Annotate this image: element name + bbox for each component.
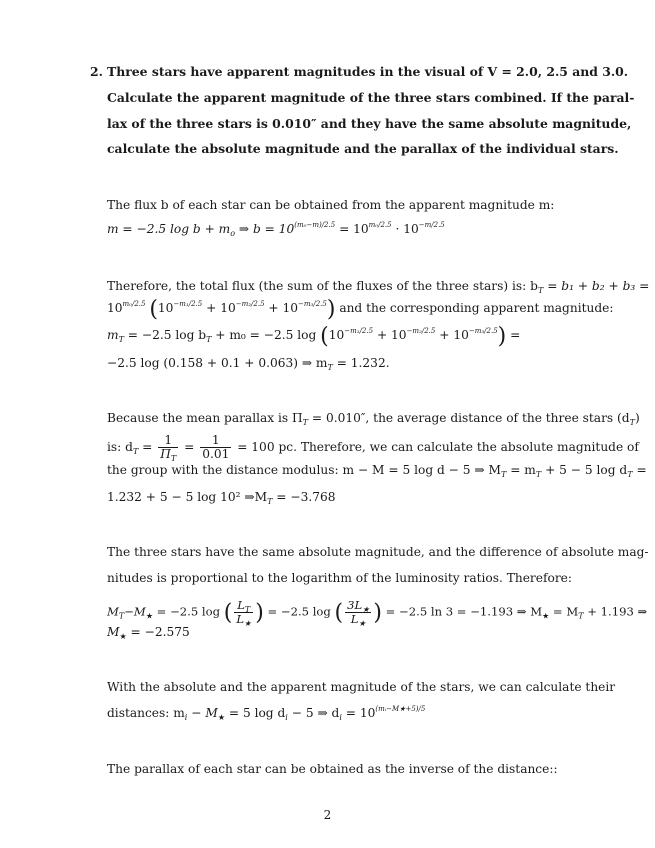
sub: T bbox=[302, 418, 309, 427]
frac-den bbox=[158, 448, 178, 461]
sub: ★ bbox=[358, 619, 366, 628]
text: + 1.193 ⇒ bbox=[587, 604, 648, 619]
text: distances: m bbox=[107, 706, 185, 720]
para5-line-1: With the absolute and the apparent magnitude of the stars, we can calculate their bbox=[107, 680, 616, 694]
text: 10 bbox=[157, 301, 174, 315]
text: − 5 ⇒ d bbox=[291, 706, 340, 720]
sup: −m₃/2.5 bbox=[468, 327, 498, 335]
frac-num: 1 bbox=[200, 434, 231, 448]
paren: ( bbox=[149, 297, 158, 322]
text: = −3.768 bbox=[276, 490, 336, 504]
eq-part: ⇒ b = 10 bbox=[238, 222, 295, 236]
text: = −2.5 log bbox=[267, 604, 331, 619]
sub: T bbox=[244, 605, 251, 614]
eq-part: · 10 bbox=[395, 222, 419, 236]
text: + 5 − 5 log d bbox=[545, 463, 628, 477]
para3-line-4 bbox=[107, 489, 335, 505]
paren: ) bbox=[373, 600, 382, 626]
eq-exponent: (m₀−m)/2.5 bbox=[294, 221, 336, 229]
text: + 10 bbox=[439, 328, 469, 342]
para6-line-1: The parallax of each star can be obtained as the inverse of the distance:: bbox=[107, 762, 558, 776]
fraction bbox=[234, 599, 253, 626]
text: M bbox=[107, 604, 119, 619]
para4-line-4 bbox=[107, 624, 190, 640]
eq-exponent: −m/2.5 bbox=[418, 221, 445, 229]
text: = bbox=[142, 440, 157, 454]
sub: T bbox=[327, 363, 333, 372]
para2-line-3 bbox=[107, 324, 521, 349]
text: = −2.5 ln 3 = −1.193 ⇒ M bbox=[385, 604, 543, 619]
sup: −m₁/2.5 bbox=[173, 300, 203, 308]
para3-line-3 bbox=[107, 462, 647, 478]
text: = bbox=[184, 440, 199, 454]
para1-equation bbox=[107, 221, 445, 237]
frac-den: 0.01 bbox=[202, 447, 230, 461]
text: Therefore, the total flux (the sum of the fluxes of the three stars) is: b bbox=[107, 279, 538, 293]
sup: −m₂/2.5 bbox=[235, 300, 265, 308]
text: = 0.010″, the average distance of the three stars (d bbox=[311, 411, 630, 425]
fraction bbox=[200, 434, 231, 461]
sub: T bbox=[500, 470, 507, 479]
sup: −m₁/2.5 bbox=[344, 327, 374, 335]
paren: ( bbox=[334, 600, 344, 626]
sub: T bbox=[267, 497, 273, 506]
sub: ★ bbox=[244, 619, 252, 628]
text: = m bbox=[510, 463, 536, 477]
text: = −2.575 bbox=[130, 625, 190, 639]
frac-num bbox=[345, 599, 371, 613]
eq-sub: o bbox=[230, 229, 236, 238]
frac-num-text: 3L bbox=[347, 598, 363, 612]
text: M bbox=[107, 625, 120, 639]
text: 10 bbox=[107, 301, 123, 315]
sub: i bbox=[285, 713, 288, 722]
text: = −2.5 log b bbox=[127, 328, 207, 342]
sub: i bbox=[339, 713, 342, 722]
page-number: 2 bbox=[323, 808, 332, 822]
problem-line-3: lax of the three stars is 0.010″ and they have the same absolute magnitude, bbox=[107, 116, 632, 131]
text: = M bbox=[552, 604, 579, 619]
sub: T bbox=[629, 418, 635, 427]
para2-line-1 bbox=[107, 278, 649, 294]
problem-line-4: calculate the absolute magnitude and the parallax of the individual stars. bbox=[107, 141, 619, 156]
text: = 100 pc. Therefore, we can calculate the absolute magnitude of bbox=[237, 440, 639, 454]
text: ) bbox=[634, 411, 640, 425]
para2-line-4 bbox=[107, 355, 390, 371]
text: the group with the distance modulus: m − M = 5 log d − 5 ⇒ M bbox=[107, 463, 501, 477]
fraction bbox=[158, 434, 178, 461]
sup: (mᵢ−M★+5)/5 bbox=[375, 705, 426, 713]
fraction bbox=[345, 599, 371, 626]
para4-line-2: nitudes is proportional to the logarithm of the luminosity ratios. Therefore: bbox=[107, 571, 572, 585]
text: + 10 bbox=[206, 301, 236, 315]
sub: ★ bbox=[362, 605, 370, 614]
sub: T bbox=[118, 611, 125, 621]
frac-den-text: Π bbox=[160, 447, 171, 461]
text: = bbox=[510, 328, 521, 342]
text: = −2.5 log bbox=[156, 604, 221, 619]
problem-number: 2. bbox=[90, 64, 103, 79]
frac-den bbox=[234, 613, 253, 626]
para4-line-3 bbox=[107, 599, 647, 626]
text: − M bbox=[191, 706, 218, 720]
text: Because the mean parallax is Π bbox=[107, 411, 303, 425]
paren: ) bbox=[497, 324, 507, 349]
para1-text: The flux b of each star can be obtained from the apparent magnitude m: bbox=[107, 198, 555, 212]
sub: ★ bbox=[119, 632, 127, 641]
sub: T bbox=[170, 454, 177, 463]
paren: ) bbox=[255, 600, 264, 626]
text: m bbox=[107, 328, 119, 342]
sub: T bbox=[537, 286, 544, 295]
sub: T bbox=[132, 447, 139, 456]
eq-part: = 10 bbox=[339, 222, 369, 236]
sub: ★ bbox=[542, 611, 550, 621]
text: = bbox=[636, 463, 647, 477]
text: and the corresponding apparent magnitude: bbox=[339, 301, 614, 315]
sup: −m₃/2.5 bbox=[298, 300, 327, 308]
frac-den bbox=[345, 613, 371, 626]
sub: ★ bbox=[217, 713, 225, 722]
sub: T bbox=[118, 335, 124, 344]
text: 10 bbox=[328, 328, 345, 342]
para4-line-1: The three stars have the same absolute magnitude, and the difference of absolute mag- bbox=[107, 545, 649, 559]
sup: m₀/2.5 bbox=[122, 300, 146, 308]
para5-line-2 bbox=[107, 705, 425, 721]
text: 1.232 + 5 − 5 log 10² ⇒M bbox=[107, 490, 268, 504]
text: = 5 log d bbox=[228, 706, 286, 720]
sub: T bbox=[206, 335, 212, 344]
text: −M bbox=[124, 604, 146, 619]
text: is: d bbox=[107, 440, 133, 454]
eq-exponent: m₀/2.5 bbox=[368, 221, 392, 229]
sup: −m₂/2.5 bbox=[406, 327, 436, 335]
text: −2.5 log (0.158 + 0.1 + 0.063) ⇒ m bbox=[107, 356, 328, 370]
text: = 1.232. bbox=[336, 356, 390, 370]
paren: ) bbox=[326, 297, 336, 322]
para2-line-2 bbox=[107, 297, 614, 322]
problem-line-2: Calculate the apparent magnitude of the three stars combined. If the paral- bbox=[107, 90, 635, 105]
sub: T bbox=[578, 611, 584, 621]
problem-line-1: Three stars have apparent magnitudes in the visual of V = 2.0, 2.5 and 3.0. bbox=[107, 64, 629, 79]
eq-part: m = −2.5 log b + m bbox=[107, 222, 231, 236]
text: + 10 bbox=[268, 301, 299, 315]
sub: i bbox=[184, 713, 188, 722]
frac-num-text: L bbox=[237, 598, 245, 612]
sub: T bbox=[535, 470, 542, 479]
sub: T bbox=[627, 470, 633, 479]
frac-den-text: L bbox=[350, 612, 359, 626]
text: + 10 bbox=[376, 328, 407, 342]
sub: ★ bbox=[145, 611, 153, 621]
frac-num: 1 bbox=[158, 434, 178, 448]
para3-line-2 bbox=[107, 434, 639, 461]
para3-line-1 bbox=[107, 410, 640, 426]
text: = 10 bbox=[345, 706, 376, 720]
paren: ( bbox=[223, 600, 233, 626]
paren: ( bbox=[320, 324, 329, 349]
frac-den-text: L bbox=[236, 612, 245, 626]
text: + m₀ = −2.5 log bbox=[215, 328, 317, 342]
frac-num bbox=[234, 599, 253, 613]
text: = b₁ + b₂ + b₃ = bbox=[547, 279, 650, 293]
